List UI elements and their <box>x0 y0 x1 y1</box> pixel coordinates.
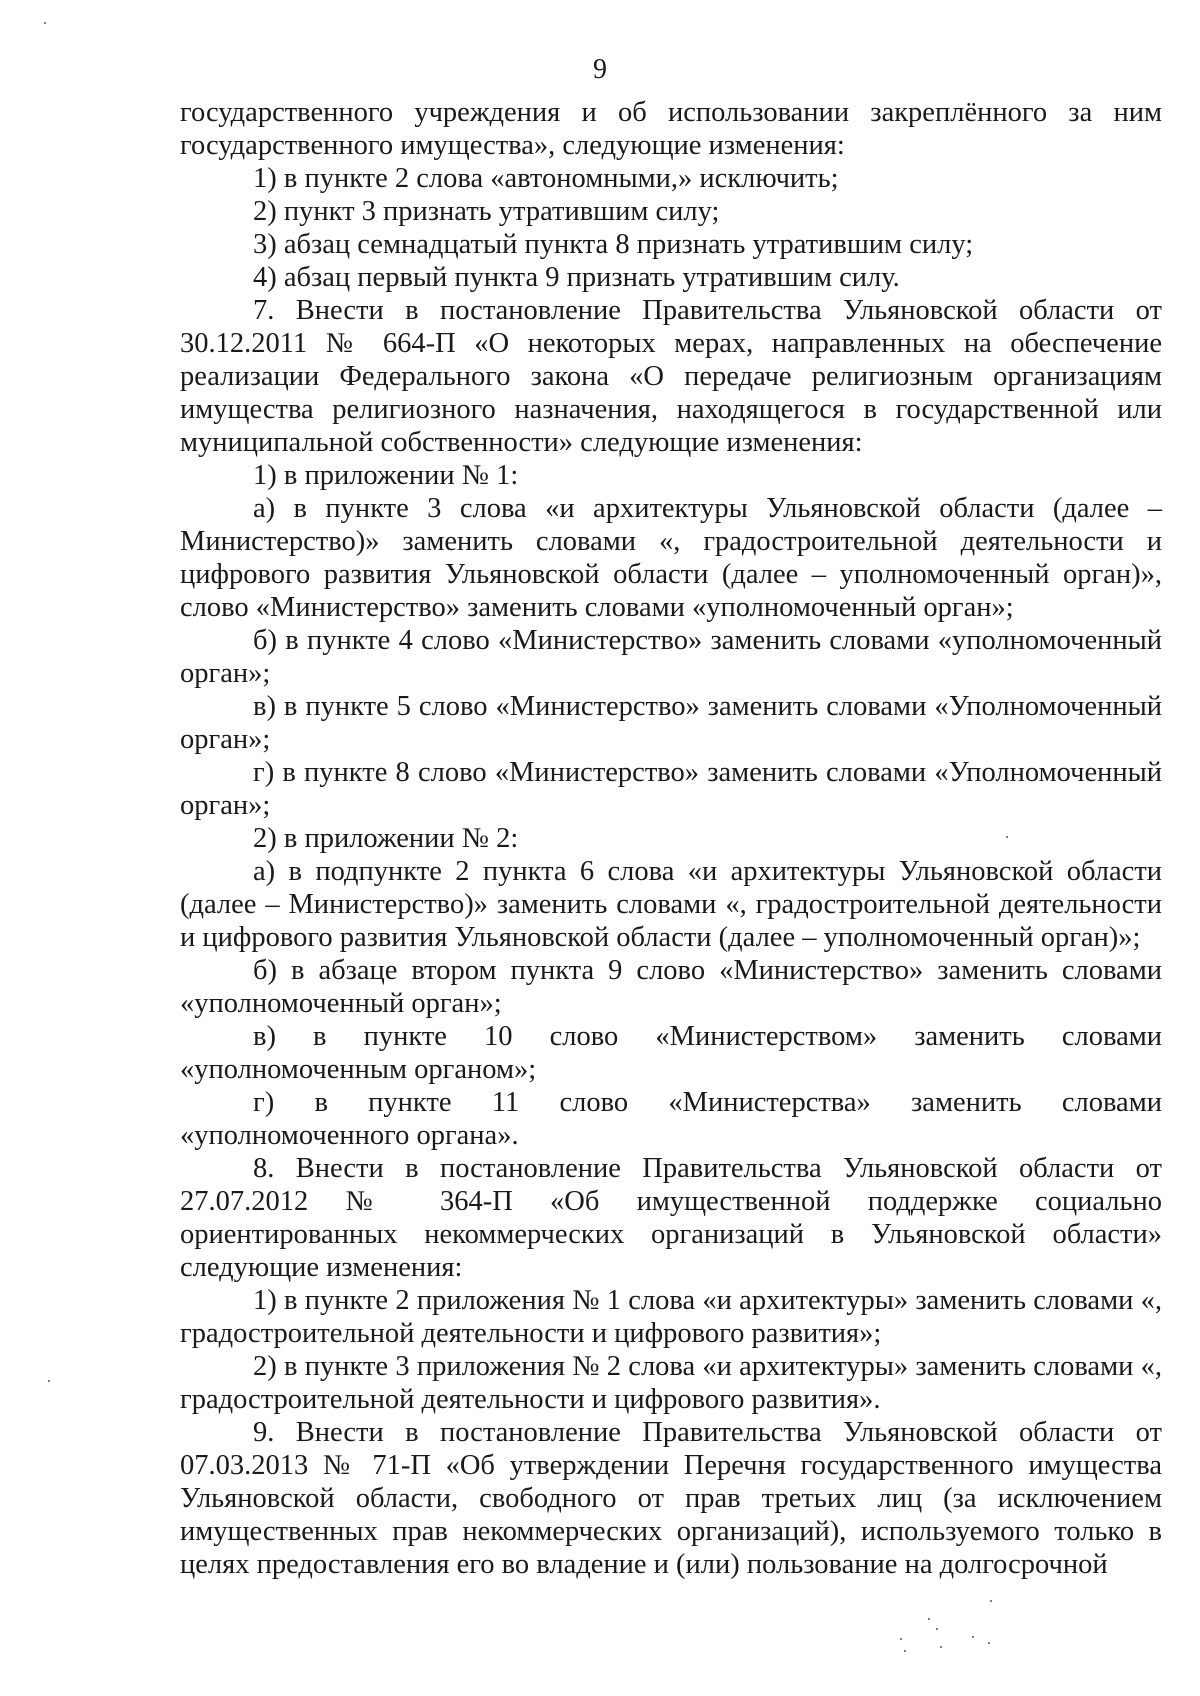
paragraph: 2) пункт 3 признать утратившим силу; <box>253 196 720 227</box>
paragraph: 1) в пункте 2 приложения № 1 слова «и архитектуры» заменить словами «, градостроительной деятельности и цифрового развития»; <box>180 1285 1162 1349</box>
scan-speck <box>940 1646 942 1648</box>
scan-speck <box>1006 836 1008 838</box>
paragraph: г) в пункте 8 слово «Министерство» заменить словами «Уполномоченный орган»; <box>180 757 1162 821</box>
paragraph: 4) абзац первый пункта 9 признать утратившим силу. <box>253 262 900 293</box>
scan-speck <box>44 22 46 24</box>
paragraph: б) в пункте 4 слово «Министерство» заменить словами «уполномоченный орган»; <box>180 625 1162 689</box>
paragraph: 9. Внести в постановление Правительства Ульяновской области от 07.03.2013 № 71-П «Об утверждении Перечня государственного имущества Ульяновской области, свободного от прав третьих лиц (за исключением имущественных прав некоммерческих организаций), используемого только в целях предоставления его во владение и (или) пользование на долгосрочной <box>180 1417 1162 1580</box>
paragraph: 8. Внести в постановление Правительства Ульяновской области от 27.07.2012 № 364-П «Об имущественной поддержке социально ориентированных некоммерческих организаций в Ульяновской области» следующие изменения: <box>180 1153 1162 1283</box>
scan-speck <box>936 1628 938 1630</box>
scan-speck <box>928 1618 930 1620</box>
paragraph: б) в абзаце втором пункта 9 слово «Министерство» заменить словами «уполномоченный орган»; <box>180 955 1162 1019</box>
scan-speck <box>990 1600 992 1602</box>
page-number: 9 <box>593 54 607 85</box>
scan-speck <box>900 1638 902 1640</box>
scan-speck <box>972 1636 974 1638</box>
paragraph: 1) в приложении № 1: <box>253 460 519 491</box>
paragraph: в) в пункте 5 слово «Министерство» заменить словами «Уполномоченный орган»; <box>180 691 1162 755</box>
paragraph: а) в пункте 3 слова «и архитектуры Ульяновской области (далее – Министерство)» заменить словами «, градостроительной деятельности и цифрового развития Ульяновской области (далее – уполномоченный орган)», слово «Министерство» заменить словами «уполномоченный орган»; <box>180 493 1162 623</box>
paragraph: г) в пункте 11 слово «Министерства» заменить словами «уполномоченного органа». <box>180 1087 1162 1151</box>
paragraph: 2) в приложении № 2: <box>253 823 519 854</box>
paragraph: в) в пункте 10 слово «Министерством» заменить словами «уполномоченным органом»; <box>180 1021 1162 1085</box>
paragraph: 2) в пункте 3 приложения № 2 слова «и архитектуры» заменить словами «, градостроительной деятельности и цифрового развития». <box>180 1351 1162 1415</box>
document-body <box>180 96 1162 1581</box>
scan-speck <box>988 1642 990 1644</box>
scan-speck <box>48 1380 50 1382</box>
paragraph: 7. Внести в постановление Правительства Ульяновской области от 30.12.2011 № 664-П «О некоторых мерах, направленных на обеспечение реализации Федерального закона «О передаче религиозным организациям имущества религиозного назначения, находящегося в государственной или муниципальной собственности» следующие изменения: <box>180 295 1162 458</box>
scan-speck <box>904 1650 906 1652</box>
paragraph: а) в подпункте 2 пункта 6 слова «и архитектуры Ульяновской области (далее – Министерство)» заменить словами «, градостроительной деятельности и цифрового развития Ульяновской области (далее – уполномоченный орган)»; <box>180 856 1162 953</box>
paragraph: 3) абзац семнадцатый пункта 8 признать утратившим силу; <box>253 229 974 260</box>
paragraph: государственного учреждения и об использовании закреплённого за ним государственного имущества», следующие изменения: <box>180 97 1162 161</box>
paragraph: 1) в пункте 2 слова «автономными,» исключить; <box>253 163 839 194</box>
